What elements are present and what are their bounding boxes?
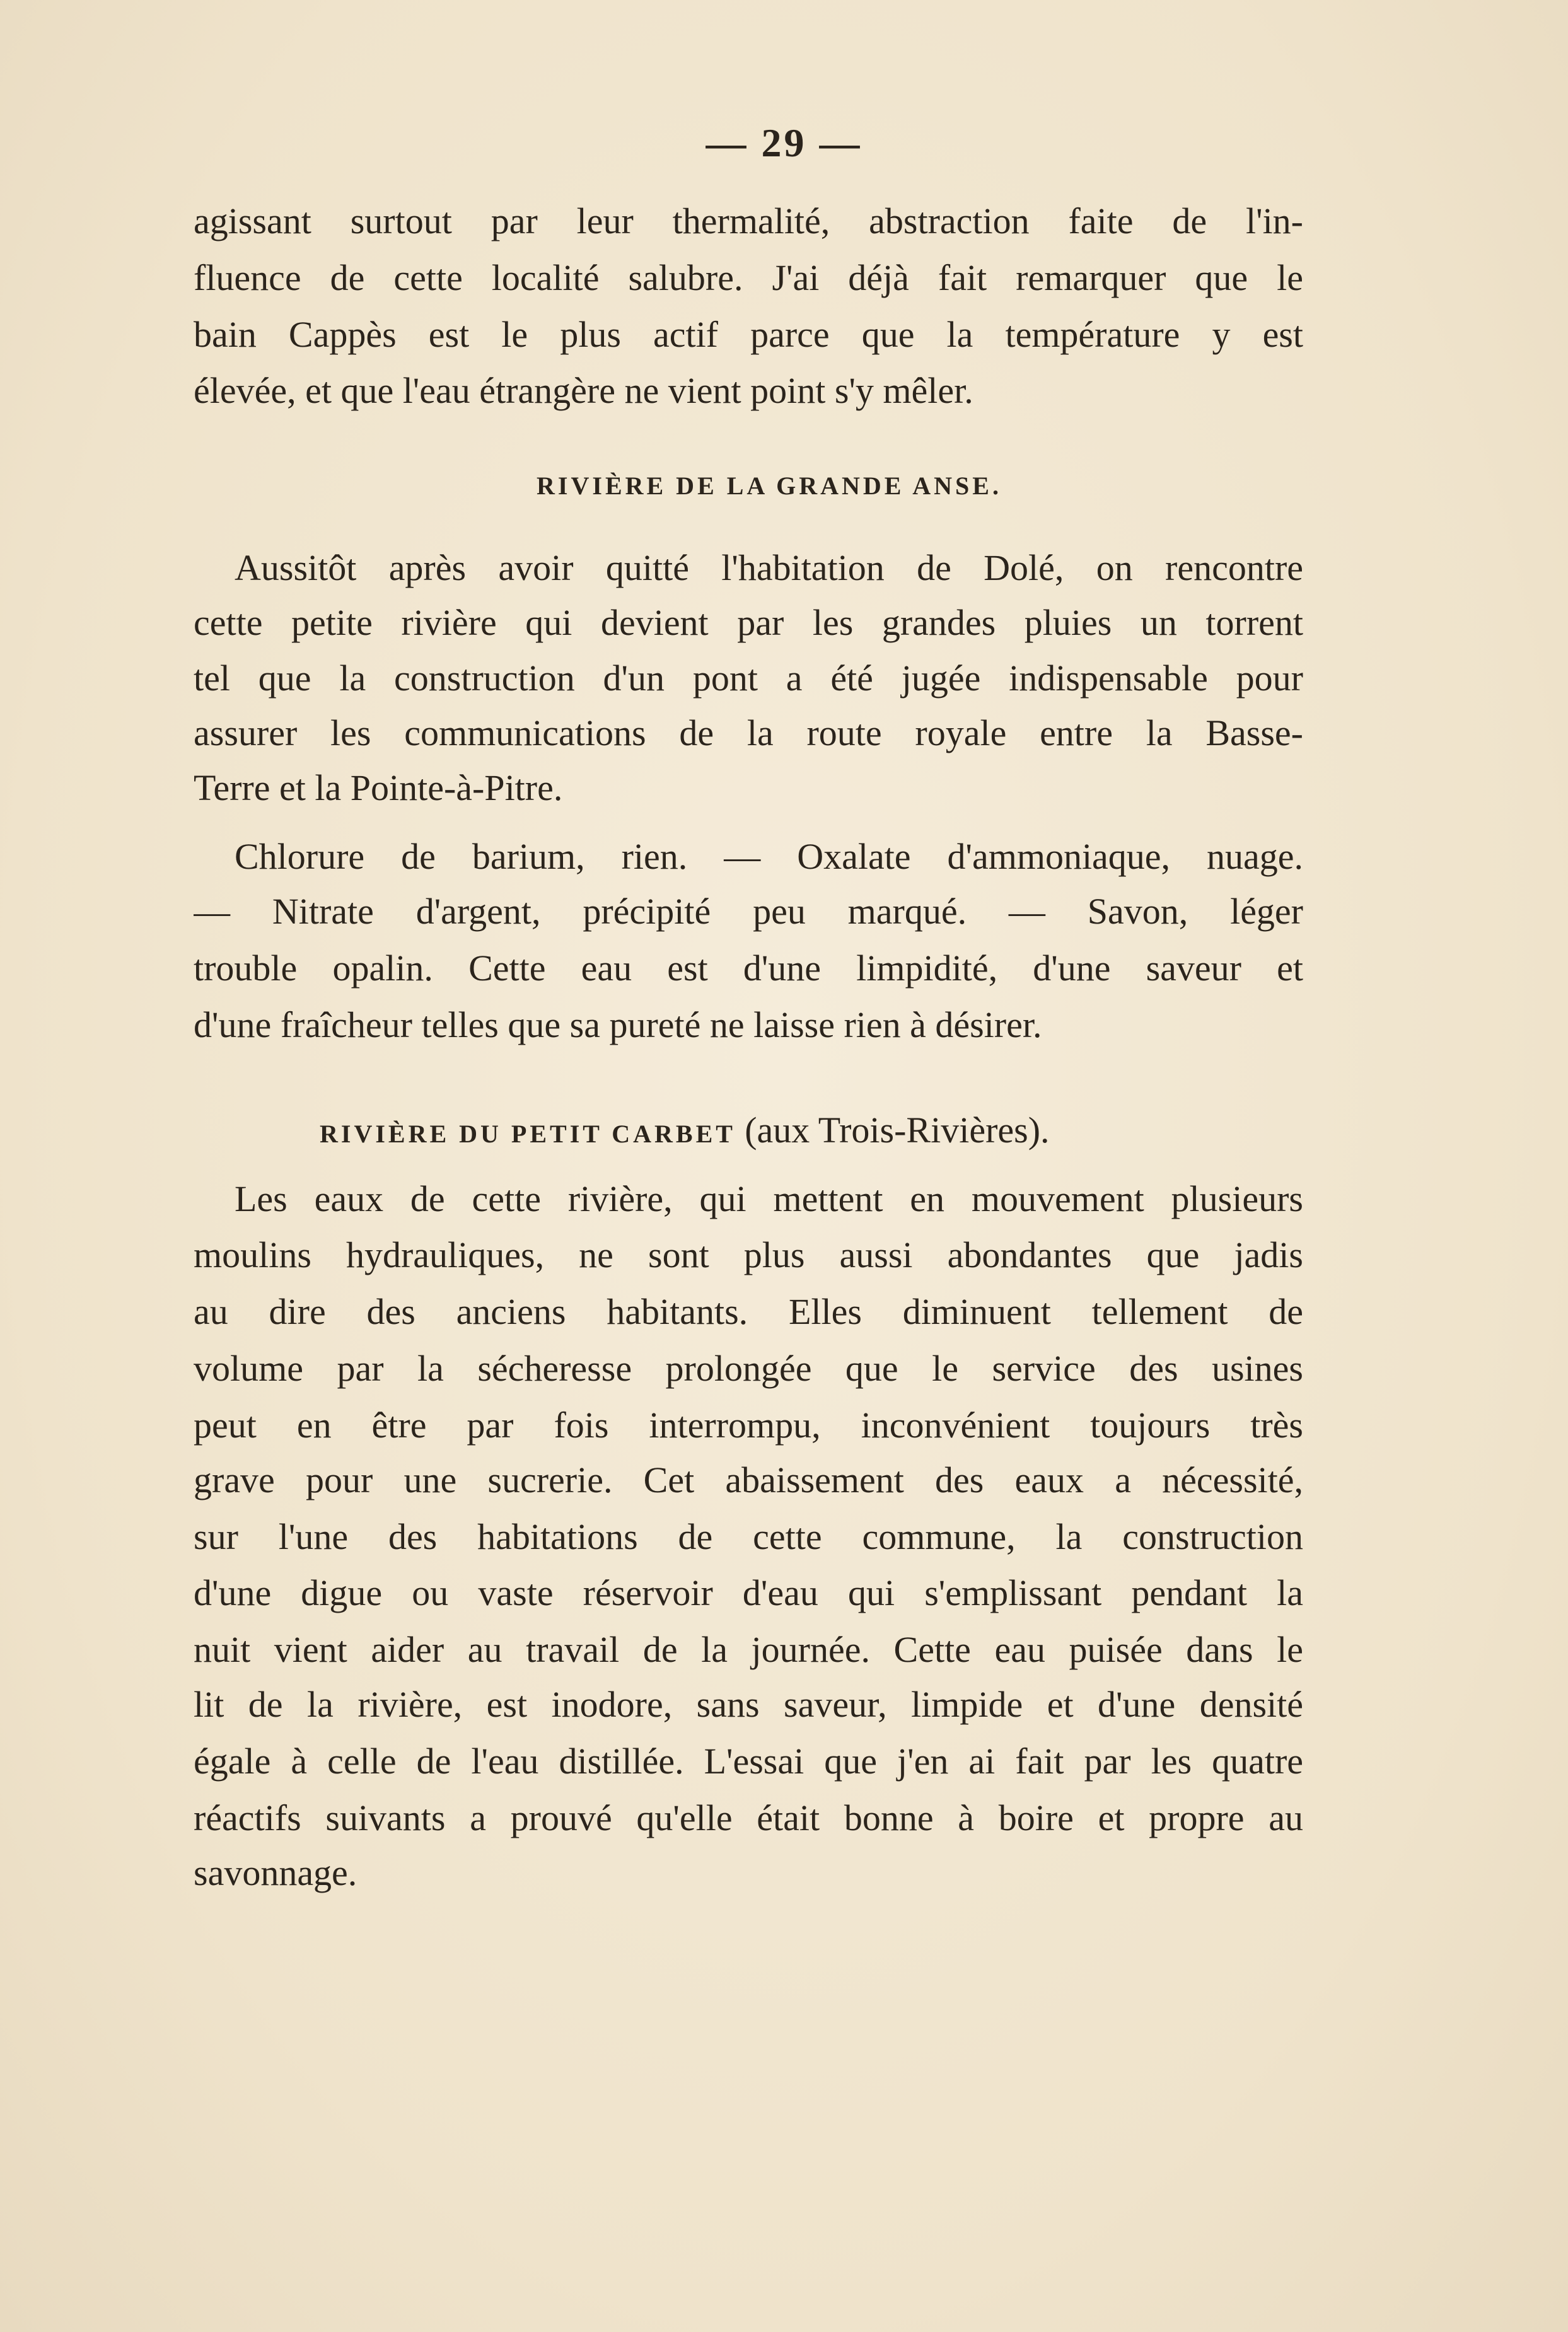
page-number: — 29 — bbox=[706, 120, 862, 165]
paragraph-line: égale à celle de l'eau distillée. L'essai que j'en ai fait par les quatre bbox=[194, 1741, 1303, 1782]
paragraph-line: cette petite rivière qui devient par les grandes pluies un torrent bbox=[194, 602, 1303, 643]
paragraph-line: savonnage. bbox=[194, 1852, 357, 1893]
paragraph-line: volume par la sécheresse prolongée que le service des usines bbox=[194, 1348, 1303, 1389]
paragraph-line: trouble opalin. Cette eau est d'une limpidité, d'une saveur et bbox=[194, 948, 1303, 989]
section-heading bbox=[320, 1105, 1050, 1159]
section-heading-subtitle: (aux Trois-Rivières). bbox=[745, 1110, 1050, 1151]
section-heading bbox=[0, 461, 1538, 511]
paragraph-line: assurer les communications de la route royale entre la Basse- bbox=[194, 712, 1303, 753]
paragraph-line: d'une digue ou vaste réservoir d'eau qui s'emplissant pendant la bbox=[194, 1572, 1303, 1613]
paragraph-line: — Nitrate d'argent, précipité peu marqué. — Savon, léger bbox=[194, 891, 1303, 932]
paragraph-line: lit de la rivière, est inodore, sans saveur, limpide et d'une densité bbox=[194, 1684, 1303, 1725]
paragraph-line: Terre et la Pointe-à-Pitre. bbox=[194, 767, 563, 808]
paragraph-line: moulins hydrauliques, ne sont plus aussi abondantes que jadis bbox=[194, 1234, 1303, 1275]
paragraph-line: tel que la construction d'un pont a été jugée indispensable pour bbox=[194, 658, 1303, 699]
paragraph-line: Aussitôt après avoir quitté l'habitation de Dolé, on rencontre bbox=[235, 547, 1303, 588]
paragraph-line: peut en être par fois interrompu, inconvénient toujours très bbox=[194, 1405, 1303, 1446]
paragraph-line: Chlorure de barium, rien. — Oxalate d'ammoniaque, nuage. bbox=[235, 836, 1303, 877]
paragraph-line: fluence de cette localité salubre. J'ai déjà fait remarquer que le bbox=[194, 257, 1303, 298]
paragraph-line: bain Cappès est le plus actif parce que la température y est bbox=[194, 314, 1303, 355]
paragraph-line: agissant surtout par leur thermalité, abstraction faite de l'in- bbox=[194, 200, 1303, 241]
paragraph-line: nuit vient aider au travail de la journée. Cette eau puisée dans le bbox=[194, 1629, 1303, 1670]
paragraph-line: sur l'une des habitations de cette commune, la construction bbox=[194, 1516, 1303, 1557]
section-heading-title: RIVIÈRE DU PETIT CARBET bbox=[320, 1120, 736, 1148]
paragraph-line: Les eaux de cette rivière, qui mettent en mouvement plusieurs bbox=[235, 1178, 1303, 1219]
paragraph-line: d'une fraîcheur telles que sa pureté ne laisse rien à désirer. bbox=[194, 1004, 1042, 1045]
paragraph-line: grave pour une sucrerie. Cet abaissement des eaux a nécessité, bbox=[194, 1459, 1303, 1500]
paragraph-line: au dire des anciens habitants. Elles diminuent tellement de bbox=[194, 1291, 1303, 1332]
paragraph-line: élevée, et que l'eau étrangère ne vient point s'y mêler. bbox=[194, 370, 973, 411]
paragraph-line: réactifs suivants a prouvé qu'elle était bonne à boire et propre au bbox=[194, 1797, 1303, 1838]
section-heading-title: RIVIÈRE DE LA GRANDE ANSE. bbox=[537, 472, 1002, 500]
